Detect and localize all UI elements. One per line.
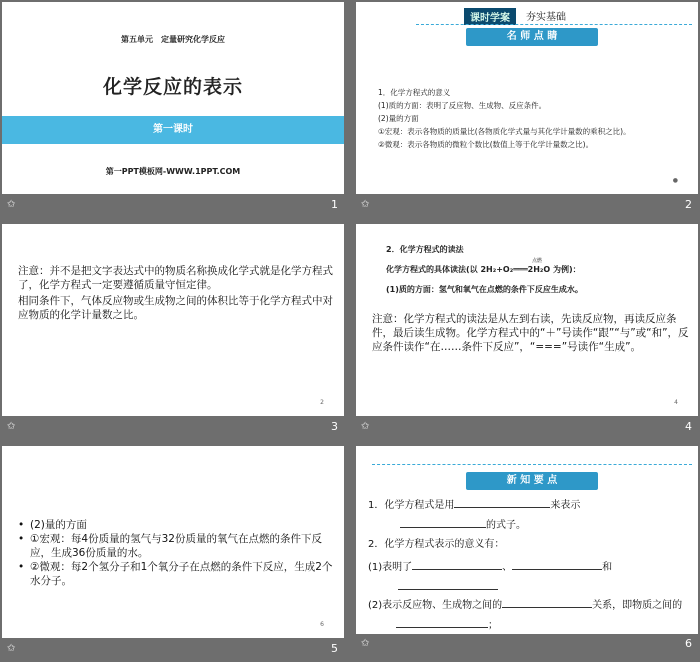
star-icon: ✩: [7, 199, 16, 210]
bullet: •: [18, 533, 25, 545]
answer-blank[interactable]: [502, 597, 592, 608]
answer-blank[interactable]: [512, 559, 602, 570]
answer-blank[interactable]: [412, 559, 502, 570]
wave-decoration: [372, 464, 692, 471]
star-icon: ✩: [7, 643, 16, 654]
star-icon: ✩: [361, 638, 370, 649]
question-3-cont: [368, 579, 694, 594]
bullet: •: [18, 519, 25, 531]
list-item: 1．化学方程式的意义: [378, 88, 451, 97]
question-2: 2．化学方程式表示的意义有：: [368, 539, 505, 550]
slide-bar: [2, 195, 344, 218]
answer-blank[interactable]: [400, 517, 486, 528]
content-block: [18, 264, 336, 322]
condition-label: 点燃: [532, 258, 543, 264]
slide-thumb-3[interactable]: [2, 224, 344, 440]
slide-marker: ●: [672, 177, 678, 184]
paragraph: 注意：并不是把文字表达式中的物质名称换成化学式就是化学方程式了，化学方程式一定要遵循质量守恒定律。: [18, 265, 333, 291]
tag-subtitle: 夯实基础: [526, 12, 566, 23]
slide-marker: 4: [674, 399, 678, 406]
banner-label: 新 知 要 点: [506, 475, 558, 486]
question-list: [368, 494, 694, 655]
list-item: (2)量的方面: [378, 114, 419, 123]
answer-blank[interactable]: [454, 497, 550, 508]
paragraph: 相同条件下，气体反应物或生成物之间的体积比等于化学方程式中对应物质的化学计量数之比。: [18, 295, 333, 321]
slide-number: 6: [685, 637, 692, 650]
star-icon: ✩: [361, 421, 370, 432]
banner: [466, 472, 598, 490]
lesson-tag: 课时学案: [464, 8, 516, 25]
answer-blank[interactable]: [398, 579, 498, 590]
list-item: ①宏观：表示各物质的质量比(各物质化学式量与其化学计量数的乘积之比)。: [378, 127, 631, 136]
note-paragraph: 注意：化学方程式的读法是从左到右读，先读反应物，再读反应条件，最后读生成物。化学方程式中的“＋”号读作“跟”“与”或“和”，反应条件读作“在……条件下反应”，“===”号读作“生成”。: [372, 313, 689, 353]
slide-thumb-2[interactable]: [356, 2, 698, 218]
question-3: (1)表明了 、 和: [368, 556, 694, 579]
equation-line: [386, 258, 581, 275]
slide-bar: [2, 417, 344, 440]
content-list: [18, 518, 336, 588]
section-heading: 2．化学方程式的读法: [386, 245, 464, 254]
list-item: (1)质的方面：表明了反应物、生成物、反应条件。: [378, 101, 547, 110]
content-list: [378, 86, 686, 151]
slide-thumb-6[interactable]: [356, 446, 698, 656]
slide-thumb-1[interactable]: [2, 2, 344, 218]
slide-number: 2: [685, 198, 692, 211]
answer-blank[interactable]: [396, 617, 488, 628]
question-4: (2)表示反应物、生成物之间的 关系，即物质之间的: [368, 594, 694, 617]
list-item: ②微观：表示各物质的微粒个数比(数值上等于化学计量数之比)。: [378, 140, 594, 149]
question-4-cont: ；: [368, 617, 694, 632]
slide-number: 1: [331, 198, 338, 211]
question-1: 1．化学方程式是用 来表示: [368, 494, 694, 517]
quality-line: (1)质的方面：氢气和氧气在点燃的条件下反应生成水。: [386, 285, 583, 294]
slide-title: 化学反应的表示: [102, 76, 243, 98]
banner-label: 名 师 点 睛: [506, 31, 558, 42]
slide-number: 3: [331, 420, 338, 433]
lesson-label: 第一课时: [153, 124, 193, 135]
header-area: [356, 4, 698, 50]
slide-bar: [356, 417, 698, 440]
list-item: • (2)量的方面: [18, 519, 87, 531]
list-item: • ①宏观：每4份质量的氢气与32份质量的氧气在点燃的条件下反应，生成36份质量的水。: [18, 533, 322, 559]
lesson-band: [2, 116, 344, 144]
equation-text: 化学方程式的具体读法(以 2H₂+O₂═══2H₂O 为例)：: [386, 265, 581, 274]
slide-number: 5: [331, 642, 338, 655]
banner: [466, 28, 598, 46]
bullet: •: [18, 561, 25, 573]
slide-thumb-5[interactable]: [2, 446, 344, 656]
slide-marker: 2: [320, 399, 324, 406]
template-footer: 第一PPT模板网-WWW.1PPT.COM: [105, 167, 241, 176]
star-icon: ✩: [361, 199, 370, 210]
slide-bar: [2, 639, 344, 662]
unit-label: 第五单元 定量研究化学反应: [121, 35, 225, 44]
star-icon: ✩: [7, 421, 16, 432]
slide-marker: 6: [320, 621, 324, 628]
list-item: • ②微观：每2个氢分子和1个氧分子在点燃的条件下反应，生成2个水分子。: [18, 561, 333, 587]
question-1-cont: 的式子。: [368, 517, 694, 533]
slide-bar: [356, 195, 698, 218]
slide-number: 4: [685, 420, 692, 433]
slide-bar: [356, 634, 698, 657]
slide-thumb-4[interactable]: [356, 224, 698, 440]
